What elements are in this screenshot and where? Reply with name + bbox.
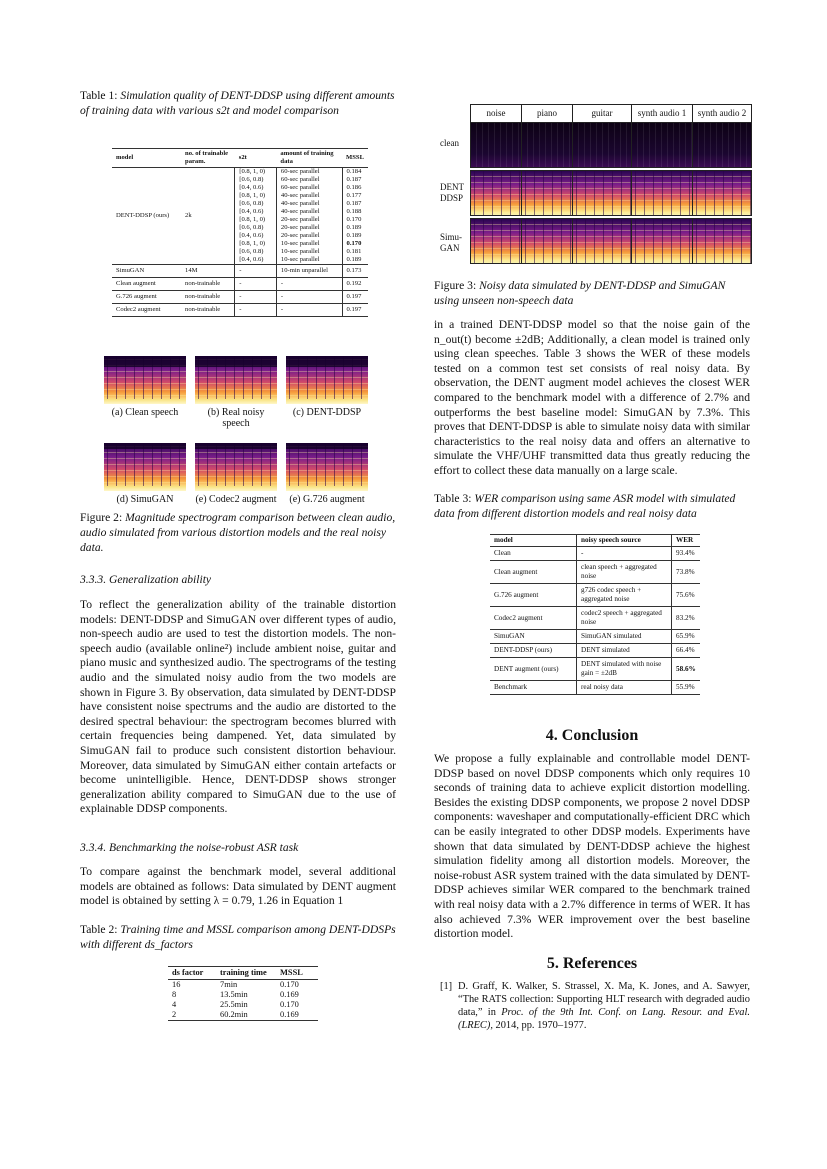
table2-cell: 4	[172, 1000, 177, 1009]
table1-cell: 0.189	[342, 256, 368, 265]
table1-cell: -	[276, 278, 342, 291]
figure2-caption-text: Magnitude spectrogram comparison between clean audio, audio simulated from various distortion models and the real noisy data.	[80, 511, 396, 554]
table2-cell: 7min	[220, 980, 238, 989]
figure3-caption-label: Figure 3:	[434, 279, 477, 292]
table1-header-data: amount of training data	[280, 150, 334, 165]
figure3	[434, 100, 750, 270]
figure3-col-synth-audio-1: synth audio 1	[631, 104, 693, 123]
table2-header-training-time: training time	[220, 968, 267, 977]
table3-cell: 93.4%	[672, 547, 701, 561]
table1-cell: non-trainable	[185, 306, 221, 313]
figure2-panel-c	[286, 356, 368, 429]
spectrogram-real-noisy-speech	[195, 356, 277, 404]
figure3-row-dent-ddsp: DENT DDSP	[440, 182, 464, 203]
table1-cell: G.726 augment	[116, 293, 157, 300]
table1-cell: -	[276, 304, 342, 317]
table3-body	[490, 547, 700, 695]
table1-cell: 0.173	[342, 265, 368, 278]
table-row	[490, 681, 700, 695]
table2	[168, 966, 318, 1021]
table1	[112, 148, 368, 317]
table3-cell: 55.9%	[672, 681, 701, 695]
table3-caption-label: Table 3:	[434, 492, 472, 505]
table-row	[168, 1000, 318, 1010]
table1-cell: 10-sec parallel	[276, 240, 342, 248]
section-3-3-3-heading: 3.3.3. Generalization ability	[80, 573, 212, 586]
spectrogram-clean-speech	[104, 356, 186, 404]
table1-cell: 20-sec parallel	[276, 224, 342, 232]
table1-cell: 40-sec parallel	[276, 208, 342, 216]
table3-cell: 83.2%	[672, 607, 701, 630]
table1-cell: Clean augment	[116, 280, 156, 287]
figure3-col-guitar: guitar	[572, 104, 632, 123]
table-row	[112, 278, 368, 291]
table1-header-s2t: s2t	[238, 154, 247, 161]
table1-header-params: no. of trainable param.	[185, 150, 229, 165]
table-row	[112, 168, 368, 177]
figure3-spectrogram	[572, 122, 632, 168]
table1-caption-text: Simulation quality of DENT-DDSP using different amounts of training data with various s2t and model comparison	[80, 89, 395, 117]
table-row	[112, 291, 368, 304]
table3-caption-text: WER comparison using same ASR model with simulated data from different distortion models and real noisy data	[434, 492, 736, 520]
figure3-col-synth-audio-2: synth audio 2	[692, 104, 752, 123]
table1-cell: [0.4, 0.6)	[235, 184, 277, 192]
table2-header-mssl: MSSL	[280, 968, 303, 977]
table-row	[168, 980, 318, 991]
table3-cell: DENT simulated	[577, 644, 672, 658]
references-heading: 5. References	[546, 955, 638, 972]
table3-cell: 58.6%	[672, 658, 701, 681]
table3	[490, 534, 700, 695]
figure3-spectrogram	[631, 170, 693, 216]
figure3-spectrogram	[470, 170, 522, 216]
figure3-caption	[434, 278, 750, 308]
table1-model-cell: DENT-DDSP (ours)	[116, 212, 170, 219]
table1-caption	[80, 88, 396, 118]
table2-cell: 0.169	[280, 1010, 299, 1019]
figure2-caption	[80, 510, 396, 555]
table3-cell: Benchmark	[494, 683, 528, 691]
table1-cell: 0.181	[342, 248, 368, 256]
table1-cell: 60-sec parallel	[276, 176, 342, 184]
figure3-caption-text: Noisy data simulated by DENT-DDSP and SimuGAN using unseen non-speech data	[434, 279, 726, 307]
table1-cell: [0.8, 1, 0)	[235, 168, 277, 177]
table3-cell: 65.9%	[672, 630, 701, 644]
figure3-spectrogram	[572, 218, 632, 264]
figure2-subcaption-e: (e) Codec2 augment	[195, 494, 277, 505]
table2-header-ds-factor: ds factor	[172, 968, 204, 977]
table1-cell: 0.187	[342, 200, 368, 208]
figure3-col-noise: noise	[470, 104, 522, 123]
table3-header-model: model	[494, 536, 513, 544]
table1-cell: non-trainable	[185, 280, 221, 287]
table-row	[112, 304, 368, 317]
conclusion-text: We propose a fully explainable and controllable model DENT-DDSP based on novel DDSP components which only requires 10 seconds of training data to achieve explicit distortion modelling. Besides the existing DDSP components, we propose 2 novel DDSP components: waveshaper and computationally-efficient DRC which can be easily integrated to other DDSP models. Experiments have shown that data simulated by DENT-DDSP achieve the highest simulation fidelity among all distortion models. Moreover, the noise-robust ASR system trained with the data simulated by DENT-DDSP achieves similar WER compared to the benchmark trained with real noisy data with a 2.7% difference in terms of WER. It has also achieved 7.3% WER improvement over the best baseline distortion model.	[434, 752, 750, 941]
table3-cell: -	[577, 547, 672, 561]
table3-cell: Codec2 augment	[494, 613, 543, 622]
figure2-grid	[104, 356, 380, 505]
reference-1-venue: Proc. of the 9th Int. Conf. on Lang. Resour. and Eval. (LREC),	[458, 1007, 750, 1031]
table1-cell: [0.8, 1, 0)	[235, 216, 277, 224]
table3-cell: DENT-DDSP (ours)	[494, 646, 552, 654]
reference-1-number: [1]	[440, 981, 453, 992]
table1-cell: non-trainable	[185, 293, 221, 300]
table1-cell: 0.186	[342, 184, 368, 192]
figure2-panel-d	[104, 443, 186, 505]
figure2	[104, 356, 380, 505]
table1-cell: [0.4, 0.6)	[235, 256, 277, 265]
table1-cell: 0.192	[342, 278, 368, 291]
figure3-col-piano: piano	[521, 104, 573, 123]
table1-header-mssl: MSSL	[346, 154, 364, 161]
table3-cell: Clean	[494, 549, 511, 557]
reference-1-tail: 2014, pp. 1970–1977.	[495, 1020, 587, 1031]
figure2-subcaption-b: (b) Real noisy speech	[207, 407, 265, 429]
section-3-3-3-text: To reflect the generalization ability of the trainable distortion models: DENT-DDSP and SimuGAN over different types of audio, non-speech audio are used to test the distortion models. The non-speech audio (available online²) include ambient noise, guitar and piano music and synthesized audio. The spectrograms of the testing audio and the simulated noisy audio from the two models are shown in Figure 3. By observation, data simulated by DENT-DDSP have consistent noise spectrums and the audio are distorted to the desired spectral behaviour: the spectrogram becomes blurred with certain frequencies being dampened. Yet, data simulated by SimuGAN fail to produce such consistent distortion behaviour. Moreover, data simulated by SimuGAN either contain artefacts or become unintelligible. Hence, DENT-DDSP shows stronger generalization ability compared to SimuGAN due to the use of explainable DDSP components.	[80, 598, 396, 816]
table1-cell: SimuGAN	[116, 267, 145, 274]
table2-cell: 0.170	[280, 1000, 299, 1009]
table1-cell: 10-min unparallel	[276, 265, 342, 278]
table1-cell: 0.197	[342, 291, 368, 304]
table2-cell: 16	[172, 980, 181, 989]
table1-body	[112, 168, 368, 317]
table2-caption-text: Training time and MSSL comparison among DENT-DDSPs with different ds_factors	[80, 923, 396, 951]
table1-cell: 0.189	[342, 224, 368, 232]
section-3-3-4-heading: 3.3.4. Benchmarking the noise-robust ASR task	[80, 841, 299, 854]
table3-header-source: noisy speech source	[577, 535, 672, 547]
table1-cell: 0.197	[342, 304, 368, 317]
figure2-panel-f	[286, 443, 368, 505]
table1-cell: [0.6, 0.8)	[235, 248, 277, 256]
table2-cell: 8	[172, 990, 177, 999]
figure2-subcaption-f: (e) G.726 augment	[289, 494, 365, 505]
right-paragraph: in a trained DENT-DDSP model so that the noise gain of the n_out(t) become ±2dB; Additionally, a clean model is trained only using clean speeches. Table 3 shows the WER of these models tested on a common test set consists of real noisy data. By observation, the DENT augment model achieves the closest WER compared to the benchmark model with a difference of 2.7% and outperforms the best baseline model: SimuGAN by 7.3%. This proves that DENT-DDSP is able to simulate noisy data with similar characteristics to the real noisy data and offers an alternative to simulate the VHF/UHF transmitted data thus greatly reducing the effort to collect these data manually on a large scale.	[434, 318, 750, 477]
table3-cell: 66.4%	[672, 644, 701, 658]
table1-cell: 0.187	[342, 176, 368, 184]
spectrogram-codec2-augment	[195, 443, 277, 491]
table1-cell: [0.4, 0.6)	[235, 208, 277, 216]
table1-cell: -	[235, 278, 277, 291]
table1-cell: 40-sec parallel	[276, 200, 342, 208]
table1-params-cell: 2k	[185, 212, 192, 219]
table1-cell: 20-sec parallel	[276, 216, 342, 224]
table3-header-wer: WER	[672, 535, 701, 547]
table1-cell: [0.8, 1, 0)	[235, 192, 277, 200]
spectrogram-g726-augment	[286, 443, 368, 491]
table-row	[490, 607, 700, 630]
table-row	[490, 630, 700, 644]
table2-cell: 0.170	[280, 980, 299, 989]
figure2-panel-e	[195, 443, 277, 505]
table2-cell: 60.2min	[220, 1010, 248, 1019]
table2-cell: 25.5min	[220, 1000, 248, 1009]
table1-cell: 20-sec parallel	[276, 232, 342, 240]
table1-cell: 10-sec parallel	[276, 248, 342, 256]
reference-1-text: D. Graff, K. Walker, S. Strassel, X. Ma, K. Jones, and A. Sawyer, “The RATS collection: Supporting HLT research with degraded audio data,” in	[458, 981, 750, 1018]
table1-cell: 0.188	[342, 208, 368, 216]
table-row	[490, 658, 700, 681]
table3-cell: g726 codec speech + aggregated noise	[577, 584, 672, 607]
table3-cell: clean speech + aggregated noise	[577, 561, 672, 584]
table1-cell: 0.189	[342, 232, 368, 240]
table1-cell: 0.184	[342, 168, 368, 177]
table3-cell: SimuGAN	[494, 632, 525, 640]
table1-cell: [0.6, 0.8)	[235, 176, 277, 184]
table3-cell: Clean augment	[494, 567, 538, 576]
table1-cell: [0.6, 0.8)	[235, 224, 277, 232]
table1-cell: 60-sec parallel	[276, 184, 342, 192]
figure2-caption-label: Figure 2:	[80, 511, 123, 524]
table3-cell: DENT simulated with noise gain = ±2dB	[577, 658, 672, 681]
table3-caption	[434, 491, 750, 521]
table1-cell: [0.8, 1, 0)	[235, 240, 277, 248]
figure3-spectrogram	[521, 170, 573, 216]
table1-caption-label: Table 1:	[80, 89, 118, 102]
section-3-3-4-text: To compare against the benchmark model, several additional models are obtained as follows: Data simulated by DENT augment model is obtained by setting λ = 0.79, 1.26 in Equation 1	[80, 865, 396, 908]
table-row	[490, 547, 700, 561]
figure3-spectrogram	[692, 122, 752, 168]
table-row	[112, 265, 368, 278]
figure2-subcaption-c: (c) DENT-DDSP	[292, 407, 362, 418]
figure2-subcaption-d: (d) SimuGAN	[116, 494, 174, 505]
figure2-subcaption-a: (a) Clean speech	[111, 407, 179, 418]
reference-1-body	[458, 980, 750, 1032]
table1-cell: 14M	[185, 267, 198, 274]
table1-cell: 0.170	[342, 216, 368, 224]
reference-1	[440, 980, 750, 1032]
table-row	[168, 1010, 318, 1021]
spectrogram-dent-ddsp	[286, 356, 368, 404]
table1-cell: -	[235, 291, 277, 304]
table1-cell: 40-sec parallel	[276, 192, 342, 200]
table3-cell: SimuGAN simulated	[577, 630, 672, 644]
table2-cell: 13.5min	[220, 990, 248, 999]
table1-cell: [0.6, 0.8)	[235, 200, 277, 208]
table1-cell: -	[276, 291, 342, 304]
table2-cell: 0.169	[280, 990, 299, 999]
table1-cell: -	[235, 265, 277, 278]
figure3-spectrogram	[521, 218, 573, 264]
figure3-spectrogram	[692, 170, 752, 216]
table1-cell: 0.170	[342, 240, 368, 248]
figure3-spectrogram	[631, 218, 693, 264]
figure3-row-simugan: Simu- GAN	[440, 232, 463, 253]
table3-cell: real noisy data	[577, 681, 672, 695]
table3-cell: codec2 speech + aggregated noise	[577, 607, 672, 630]
figure3-spectrogram	[631, 122, 693, 168]
figure3-spectrogram	[572, 170, 632, 216]
table3-cell: DENT augment (ours)	[494, 664, 559, 673]
table-row	[490, 644, 700, 658]
figure3-spectrogram	[521, 122, 573, 168]
table1-cell: 10-sec parallel	[276, 256, 342, 265]
figure3-row-clean: clean	[440, 138, 459, 148]
table2-caption-label: Table 2:	[80, 923, 118, 936]
table2-caption	[80, 922, 396, 952]
table1-cell: -	[235, 304, 277, 317]
table-row	[490, 561, 700, 584]
figure3-spectrogram	[470, 122, 522, 168]
table3-cell: G.726 augment	[494, 590, 539, 599]
table-row	[168, 990, 318, 1000]
table3-cell: 73.8%	[672, 561, 701, 584]
table2-cell: 2	[172, 1010, 177, 1019]
table1-cell: [0.4, 0.6)	[235, 232, 277, 240]
table1-cell: 60-sec parallel	[276, 168, 342, 177]
figure3-spectrogram	[470, 218, 522, 264]
table3-cell: 75.6%	[672, 584, 701, 607]
table1-header-model: model	[116, 154, 134, 161]
figure3-spectrogram	[692, 218, 752, 264]
conclusion-heading: 4. Conclusion	[545, 727, 639, 744]
spectrogram-simugan	[104, 443, 186, 491]
figure2-panel-b	[195, 356, 277, 429]
table1-cell: 0.177	[342, 192, 368, 200]
table1-cell: Codec2 augment	[116, 306, 161, 313]
figure2-panel-a	[104, 356, 186, 429]
table-row	[490, 584, 700, 607]
